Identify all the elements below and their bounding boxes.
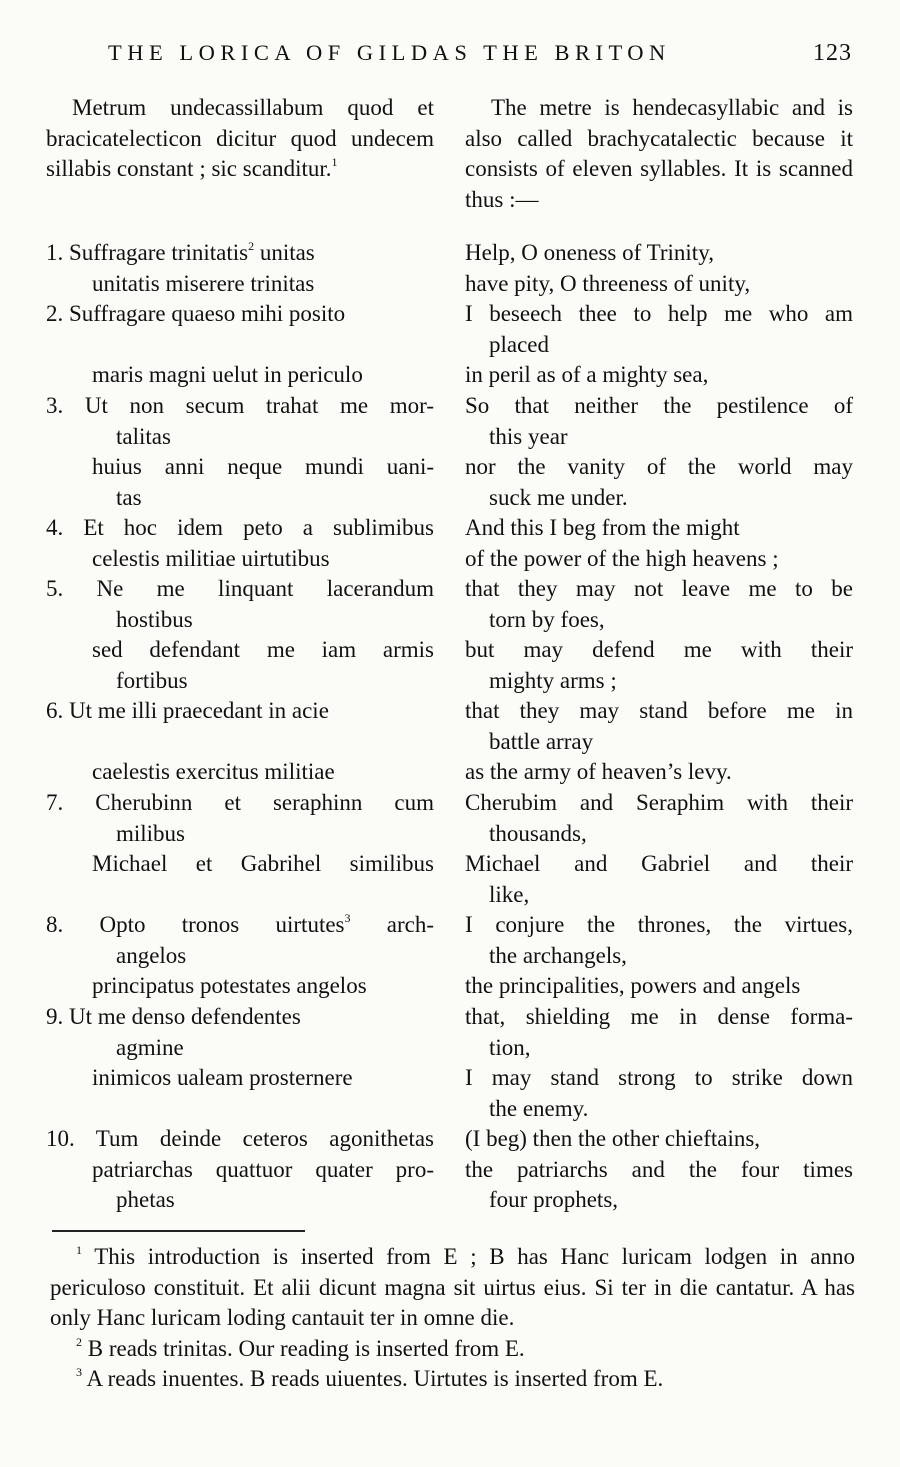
verse-number: 2. bbox=[46, 301, 64, 326]
english-verse-3: So that neither the pestilence of this year nor the vanity of the world may suck me under. bbox=[465, 393, 853, 510]
english-verse-7: Cherubim and Seraphim with their thousands, Michael and Gabriel and their like, bbox=[465, 790, 853, 907]
footnote-rule bbox=[52, 1230, 305, 1232]
verse-number: 8. bbox=[46, 912, 64, 937]
latin-verse-9: 9. Ut me denso defendentes agmine inimicos ualeam prosternere bbox=[46, 1004, 353, 1090]
english-verse-4: And this I beg from the might of the power of the high heavens ; bbox=[465, 515, 779, 571]
latin-verse-7: 7. Cherubinn et seraphinn cum milibus Michael et Gabrihel similibus bbox=[46, 790, 435, 876]
footnote-1: $^1$ This introduction is inserted from E ; B has Hanc luricam lodgen in anno periculoso constituit. Et alii dicunt magna sit uirtus eius. Si ter in die cantatur. A has only Hanc luricam loding cantauit ter in omne die. bbox=[50, 1243, 855, 1330]
verse-number: 9. bbox=[46, 1004, 64, 1029]
latin-verse-10: 10. Tum deinde ceteros agonithetas patriarchas quattuor quater pro- phetas bbox=[46, 1126, 434, 1212]
intro-latin-text: Metrum undecassillabum quod et bracicatelecticon dicitur quod undecem sillabis constant ; sic scanditur. bbox=[46, 95, 434, 181]
footnote-mark: 1 bbox=[76, 1243, 82, 1257]
verse-number: 10. bbox=[46, 1126, 75, 1151]
verse-number: 5. bbox=[46, 576, 64, 601]
verse-number: 7. bbox=[46, 790, 64, 815]
footnotes bbox=[50, 1242, 855, 1395]
english-verse-10: (I beg) then the other chieftains, the patriarchs and the four times four prophets, bbox=[465, 1126, 853, 1212]
latin-verse-4: 4. Et hoc idem peto a sublimibus celestis militiae uirtutibus bbox=[46, 515, 435, 571]
verse-number: 1. bbox=[46, 240, 64, 265]
verse-number: 4. bbox=[46, 515, 64, 540]
latin-verse-2: 2. Suffragare quaeso mihi posito maris magni uelut in periculo bbox=[46, 301, 363, 387]
footnote-mark: 3 bbox=[76, 1365, 82, 1379]
intro-english-text: The metre is hendecasyllabic and is also called brachycatalectic because it consists of eleven syllables. It is scanned thus :— bbox=[465, 95, 853, 212]
footnote-ref: 3 bbox=[344, 911, 351, 925]
verse-number: 3. bbox=[46, 393, 64, 418]
footnote-2: $^2$ B reads trinitas. Our reading is inserted from E. bbox=[76, 1334, 525, 1361]
footnote-3: $^3$ A reads inuentes. B reads uiuentes. Uirtutes is inserted from E. bbox=[76, 1365, 664, 1391]
footnote-ref: 1 bbox=[331, 155, 338, 169]
latin-verse-6: 6. Ut me illi praecedant in acie caelestis exercitus militiae bbox=[46, 698, 335, 784]
english-verse-1: Help, O oneness of Trinity, have pity, O threeness of unity, bbox=[465, 240, 751, 296]
english-verse-9: that, shielding me in dense forma- tion, I may stand strong to strike down the enemy. bbox=[465, 1004, 853, 1121]
english-verse-6: that they may stand before me in battle array as the army of heaven’s levy. bbox=[465, 698, 853, 784]
verse-number: 6. bbox=[46, 698, 64, 723]
footnote-ref: 2 bbox=[248, 239, 255, 253]
latin-verse-3: 3. Ut non secum trahat me mor- talitas huius anni neque mundi uani- tas bbox=[46, 393, 435, 510]
page-number: 123 bbox=[813, 40, 852, 66]
english-verse-2: I beseech thee to help me who am placed in peril as of a mighty sea, bbox=[465, 301, 853, 387]
latin-verse-5: 5. Ne me linquant lacerandum hostibus sed defendant me iam armis fortibus bbox=[46, 576, 434, 693]
footnote-mark: 2 bbox=[76, 1334, 82, 1349]
running-title: THE LORICA OF GILDAS THE BRITON bbox=[108, 40, 671, 65]
latin-verse-8: 8. Opto tronos uirtutes$^3$ arch- angelos principatus potestates angelos bbox=[46, 911, 434, 998]
english-verse-5: that they may not leave me to be torn by foes, but may defend me with their mighty arms ; bbox=[465, 576, 853, 693]
latin-verse-1: 1. Suffragare trinitatis$^2$ unitas unitatis miserere trinitas bbox=[46, 239, 315, 296]
english-verse-8: I conjure the thrones, the virtues, the archangels, the principalities, powers and angels bbox=[465, 912, 853, 998]
